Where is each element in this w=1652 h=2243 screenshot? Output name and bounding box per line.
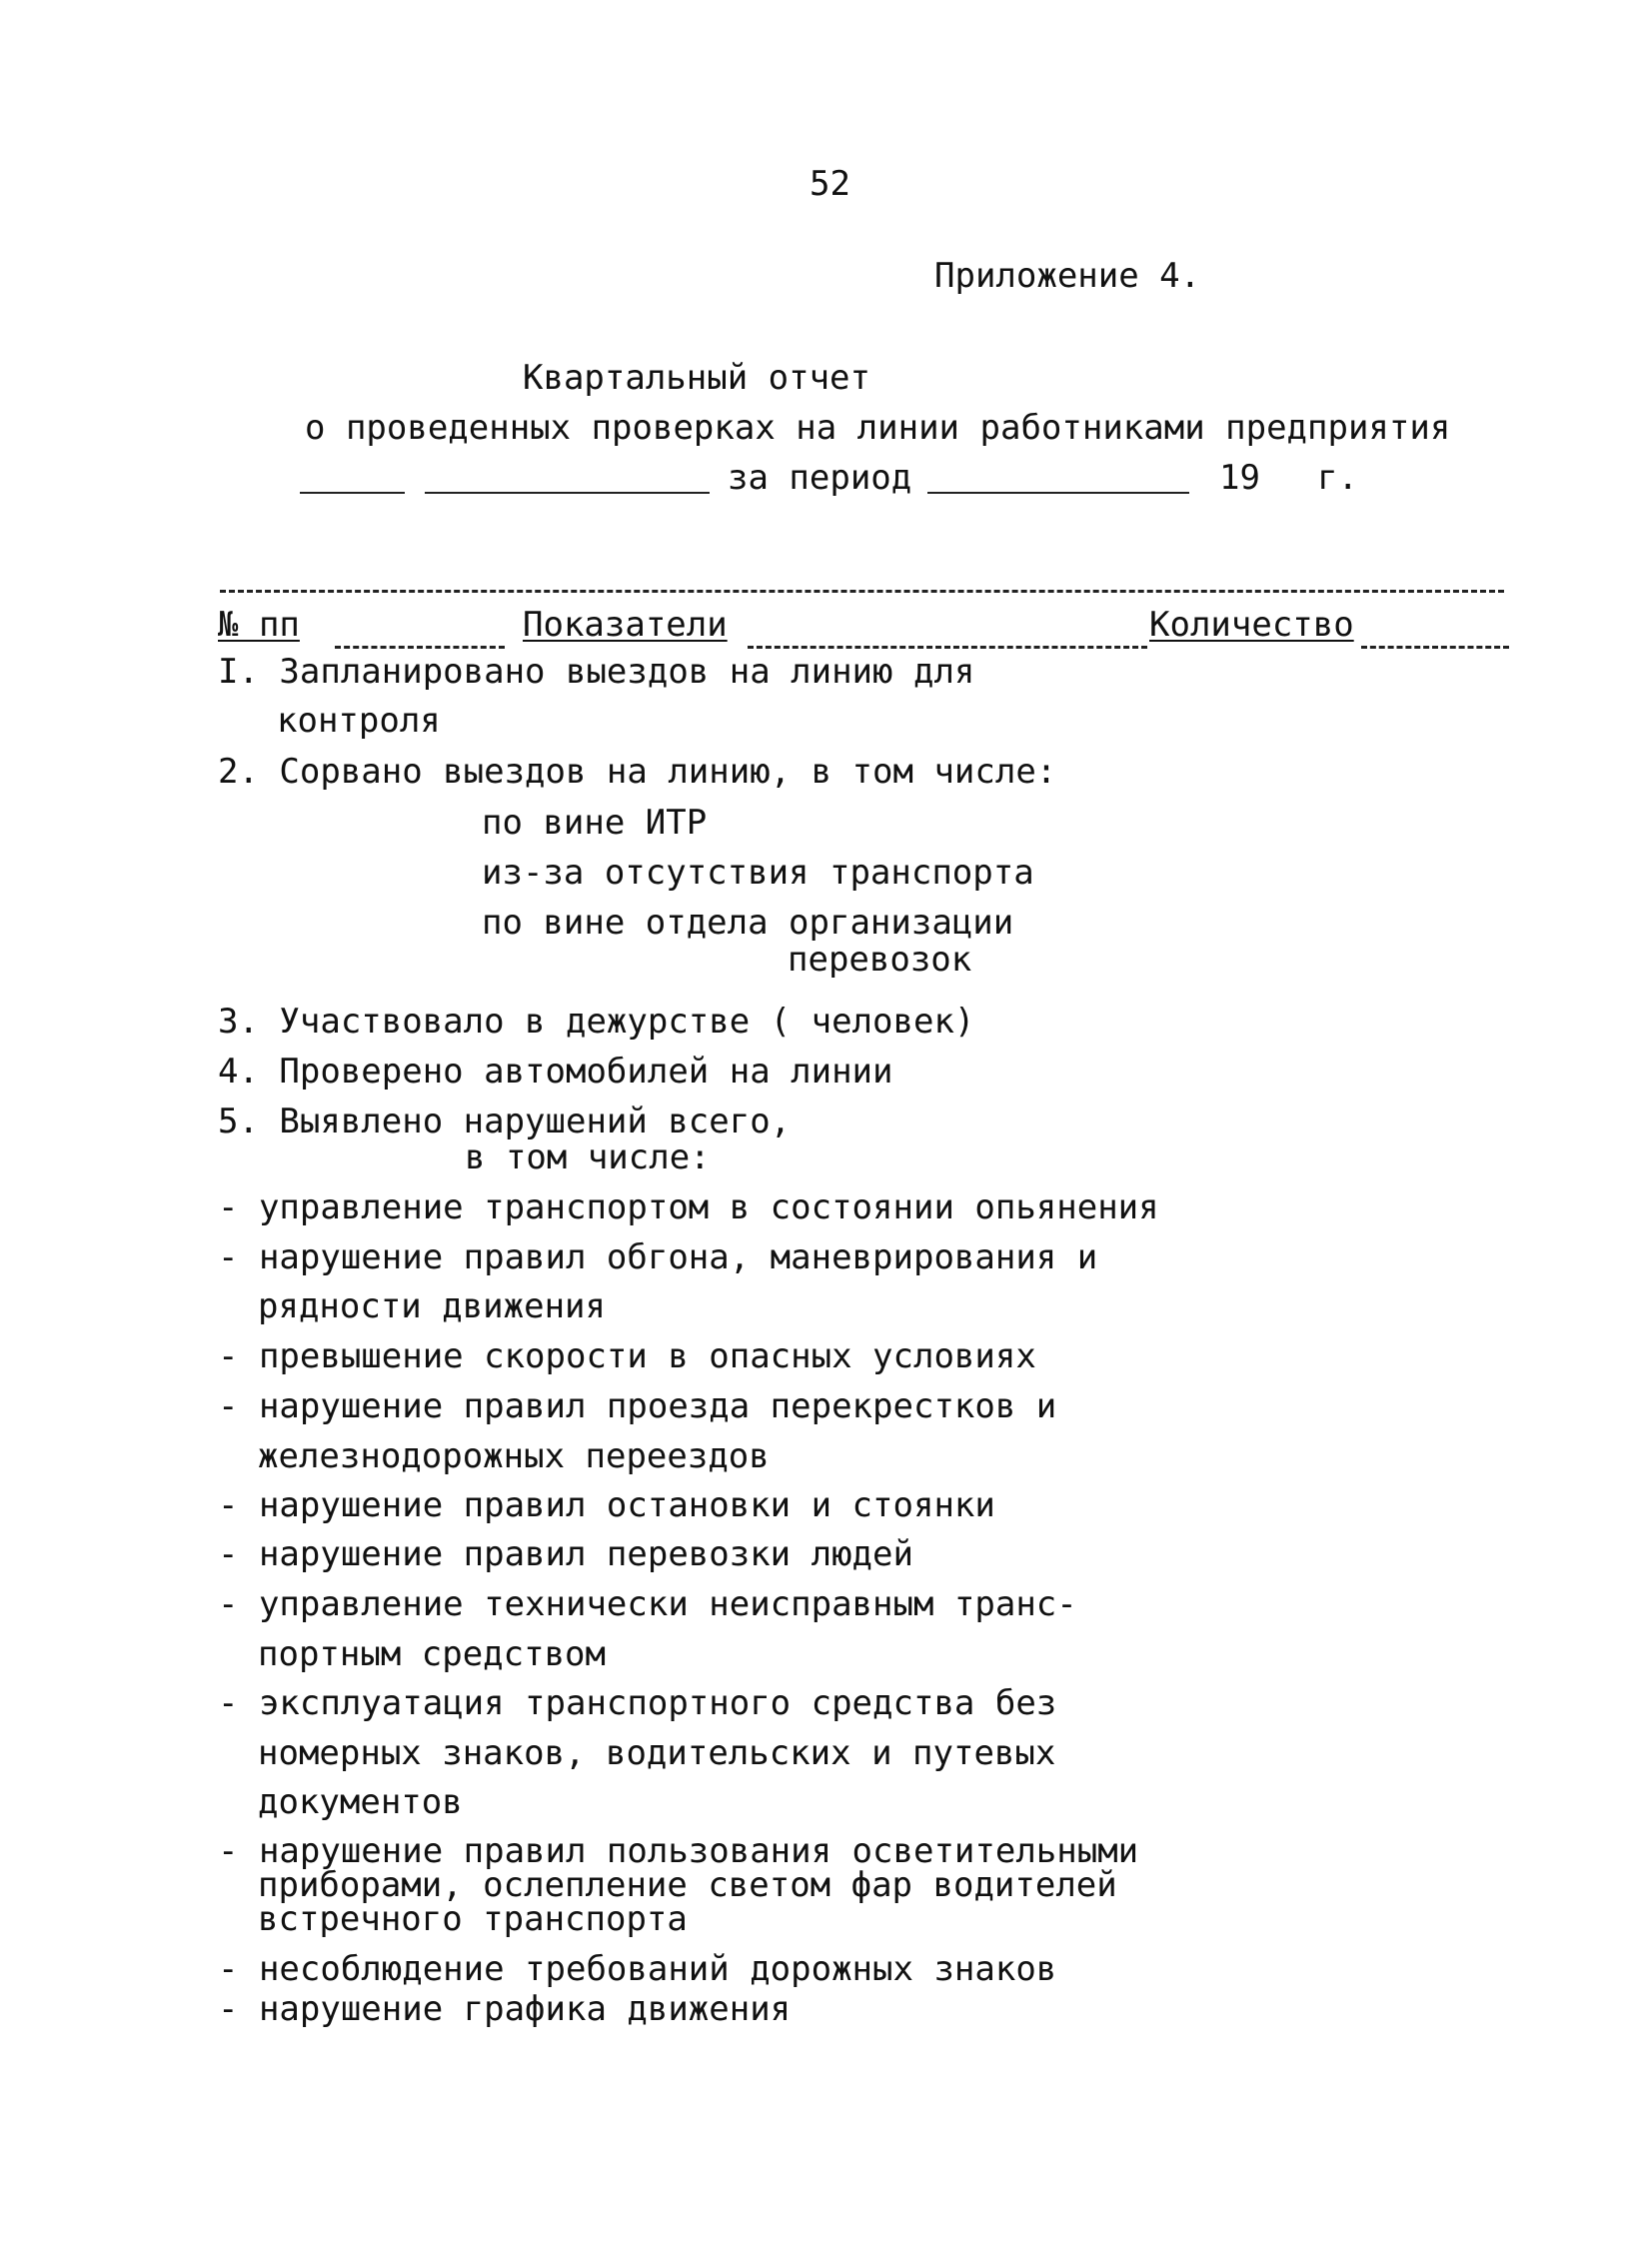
year-prefix: 19 [1219,458,1260,498]
violation-8: - эксплуатация транспортного средства без [218,1683,1057,1723]
blank-enterprise-short [300,492,405,494]
violation-8-cont-1: номерных знаков, водительских и путевых [258,1733,1056,1773]
header-dash-3 [1361,646,1509,649]
violation-6: - нарушение правил перевозки людей [218,1534,913,1574]
violation-9-cont-1: приборами, ослепление светом фар водителей [258,1865,1117,1905]
violation-5: - нарушение правил остановки и стоянки [218,1485,995,1525]
violation-11: - нарушение графика движения [218,1989,792,2029]
violation-1: - управление транспортом в состоянии опьянения [218,1187,1159,1227]
item-2-sub-3: по вине отдела организации [482,903,1014,943]
blank-enterprise-name [425,492,710,494]
violation-3: - превышение скорости в опасных условиях [218,1336,1036,1376]
header-top-rule [220,590,1504,593]
item-1-cont: контроля [277,701,441,741]
column-quantity: Количество [1149,605,1354,645]
violation-9-cont-2: встречного транспорта [258,1899,688,1939]
violation-2: - нарушение правил обгона, маневрирования и [218,1237,1098,1277]
item-2-sub-2: из-за отсутствия транспорта [482,853,1034,893]
header-dash-2 [748,646,1147,649]
violation-7-cont: портным средством [258,1634,606,1674]
item-3: 3. Участвовало в дежурстве ( человек) [218,1002,975,1042]
item-4: 4. Проверено автомобилей на линии [218,1052,893,1092]
period-label: за период [728,458,912,498]
item-5-cont: в том числе: [465,1137,711,1177]
violation-8-cont-2: документов [258,1782,463,1822]
header-dash-1 [335,646,505,649]
violation-2-cont: рядности движения [258,1286,606,1326]
page-number: 52 [810,164,850,204]
report-subtitle: о проведенных проверках на линии работниками предприятия [305,408,1451,448]
column-indicators: Показатели [523,605,728,645]
item-5: 5. Выявлено нарушений всего, [218,1102,792,1141]
column-number: № пп [218,605,300,645]
violation-7: - управление технически неисправным транс- [218,1584,1077,1624]
item-1: I. Запланировано выездов на линию для [218,652,975,692]
year-suffix: г. [1317,458,1358,498]
violation-9: - нарушение правил пользования осветительными [218,1831,1139,1871]
item-2: 2. Сорвано выездов на линию, в том числе: [218,752,1057,792]
item-2-sub-1: по вине ИТР [482,803,708,843]
violation-4: - нарушение правил проезда перекрестков и [218,1386,1057,1426]
blank-period [927,492,1189,494]
violation-4-cont: железнодорожных переездов [258,1436,770,1476]
violation-10: - несоблюдение требований дорожных знаков [218,1949,1057,1989]
report-title: Квартальный отчет [523,358,870,398]
appendix-label: Приложение 4. [934,256,1201,296]
item-2-sub-3-cont: перевозок [788,940,972,980]
